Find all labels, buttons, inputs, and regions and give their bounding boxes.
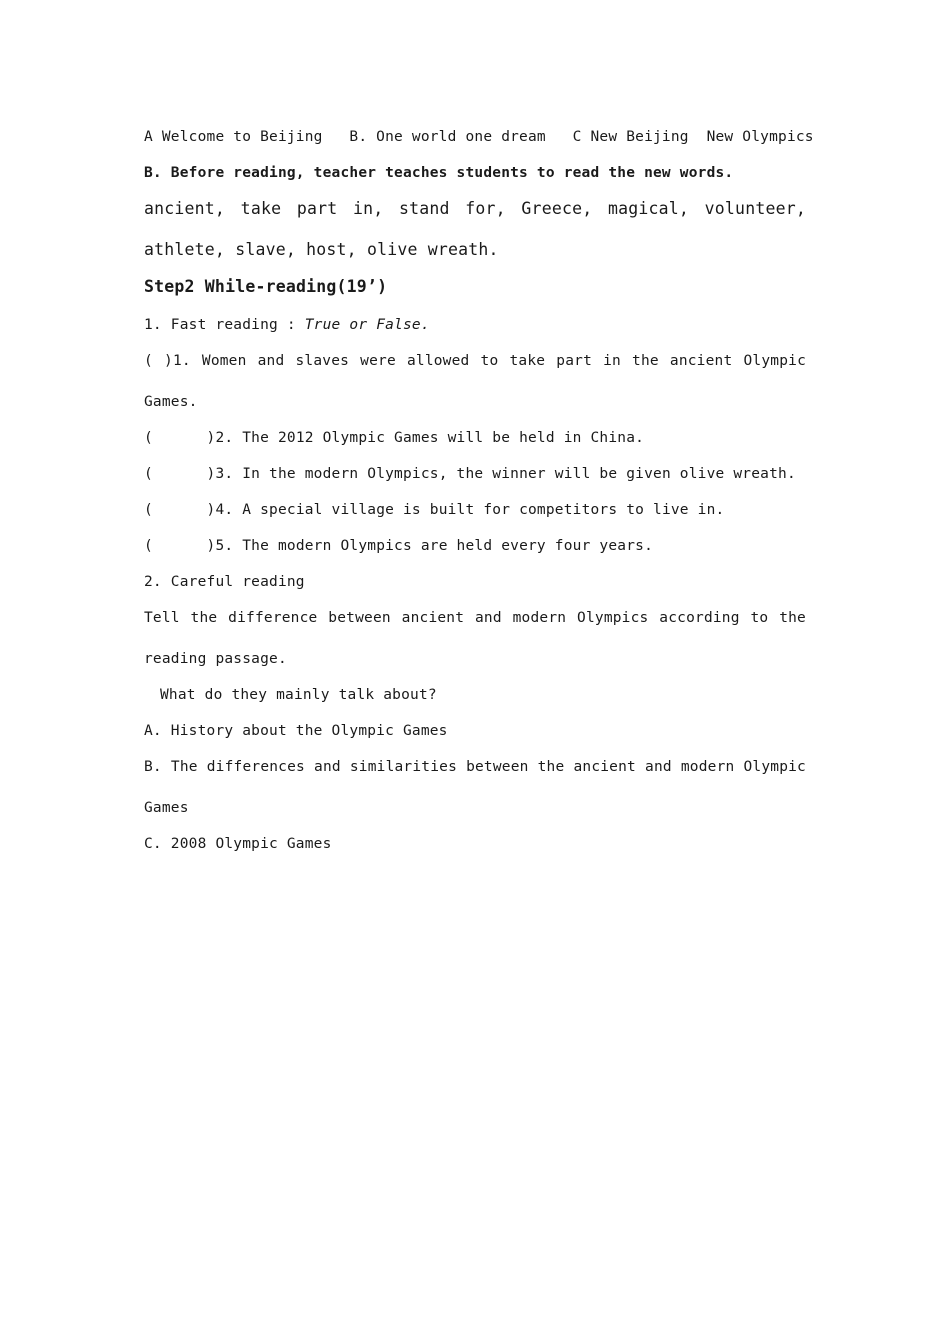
tf-item-1-text: 1. Women and slaves were allowed to take part in the ancient Olympic (172, 353, 806, 369)
tf-item-4-text: 4. A special village is built for competitors to live in. (215, 502, 725, 518)
tf-item-3-text: 3. In the modern Olympics, the winner will be given olive wreath. (215, 466, 796, 482)
new-words-line-2: athlete, slave, host, olive wreath. (144, 240, 499, 259)
option-a: A. History about the Olympic Games (144, 723, 448, 739)
tf-item-4-paren[interactable]: ( ) (144, 502, 216, 518)
fast-reading-label: 1. Fast reading : (144, 317, 305, 333)
tf-item-3-paren[interactable]: ( ) (144, 466, 216, 482)
main-question: What do they mainly talk about? (160, 687, 437, 703)
careful-instruction-line-1: Tell the difference between ancient and modern Olympics according to the (144, 610, 806, 626)
careful-instruction-line-2: reading passage. (144, 651, 287, 667)
fast-reading-title (144, 315, 430, 335)
tf-item-1-paren[interactable]: ( ) (144, 353, 173, 369)
tf-item-4 (144, 500, 724, 520)
new-words-line-1: ancient, take part in, stand for, Greece, magical, volunteer, (144, 199, 806, 218)
tf-item-2-text: 2. The 2012 Olympic Games will be held in China. (215, 430, 645, 446)
tf-item-5-text: 5. The modern Olympics are held every four years. (215, 538, 654, 554)
tf-item-3 (144, 464, 796, 484)
tf-item-2-paren[interactable]: ( ) (144, 430, 216, 446)
careful-reading-title: 2. Careful reading (144, 574, 305, 590)
option-b-line-2: Games (144, 800, 189, 816)
tf-item-1 (144, 351, 806, 371)
tf-item-5-paren[interactable]: ( ) (144, 538, 216, 554)
fast-reading-mode: True or False. (304, 317, 430, 333)
tf-item-5 (144, 536, 653, 556)
before-reading-heading: B. Before reading, teacher teaches students to read the new words. (144, 165, 734, 181)
tf-item-2 (144, 428, 644, 448)
theme-options-line: A Welcome to Beijing B. One world one dream C New Beijing New Olympics (144, 129, 814, 145)
step2-heading: Step2 While-reading(19’) (144, 277, 388, 296)
option-c: C. 2008 Olympic Games (144, 836, 332, 852)
option-b-line-1: B. The differences and similarities between the ancient and modern Olympic (144, 759, 806, 775)
tf-item-1-continuation: Games. (144, 394, 198, 410)
